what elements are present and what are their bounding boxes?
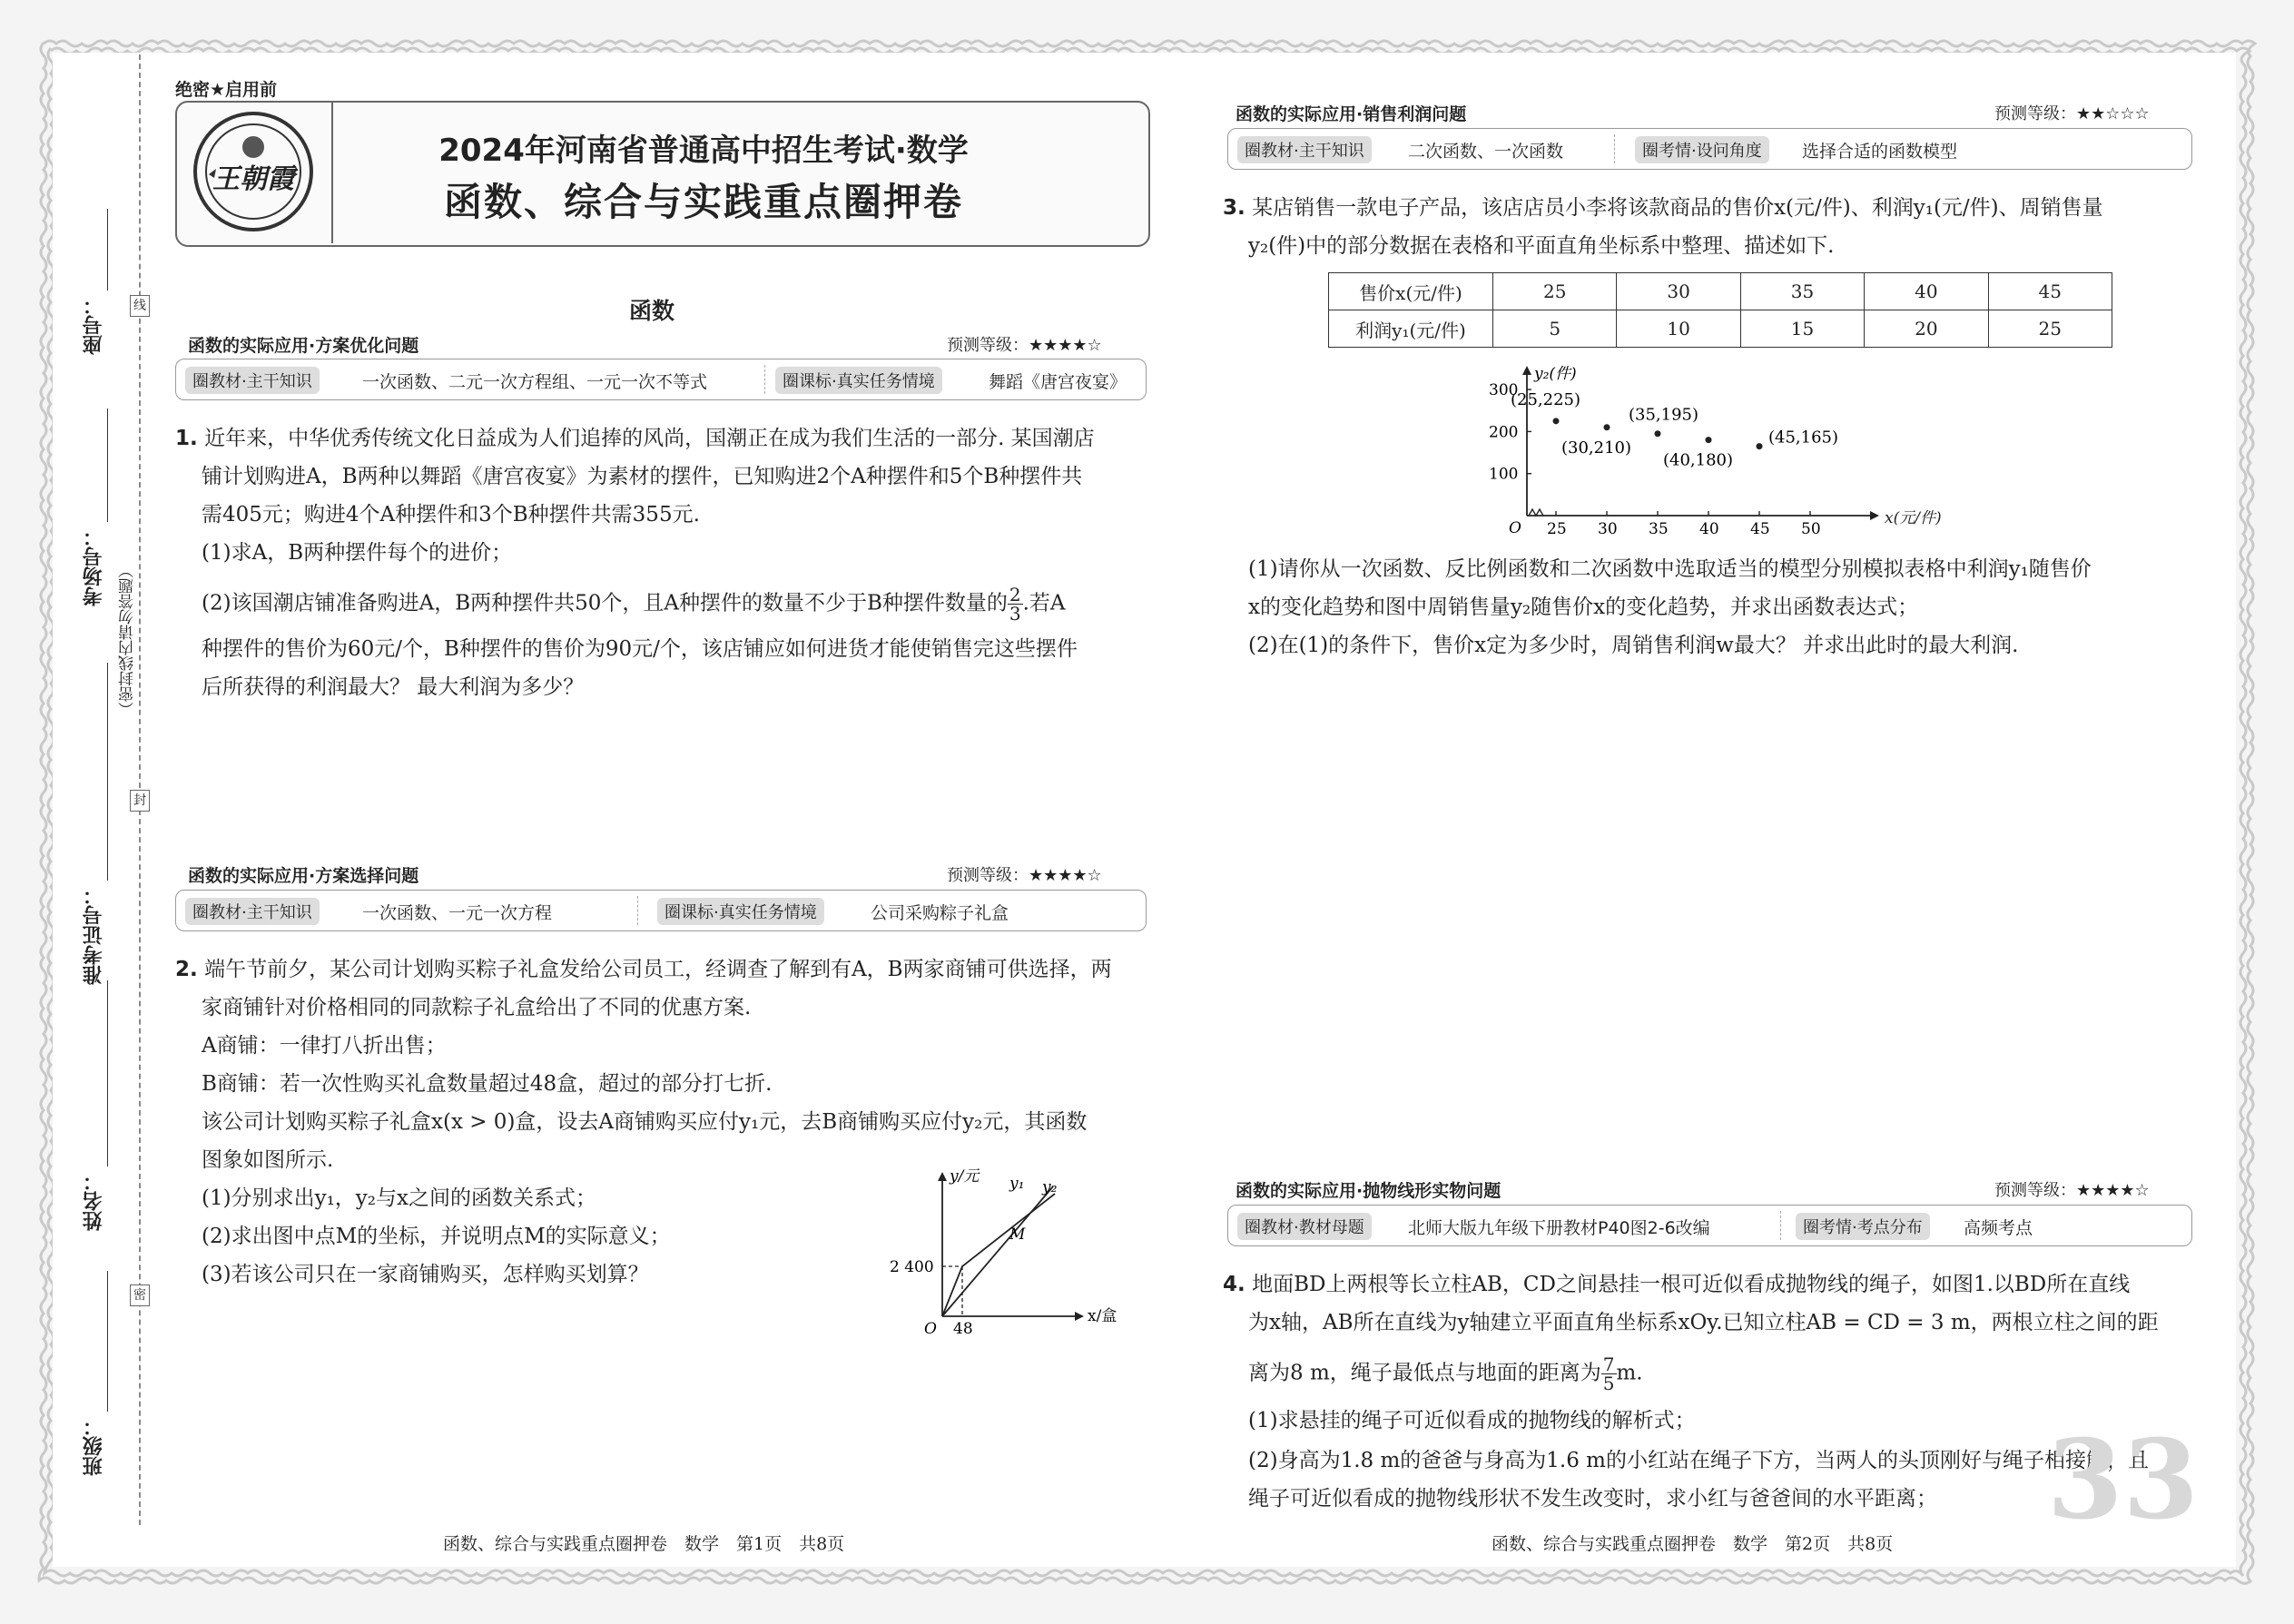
- text: 离为8 m，绳子最低点与地面的距离为: [1248, 1361, 1601, 1385]
- data-point: [1706, 437, 1712, 443]
- seal-note: （密封线内请勿答题）: [119, 563, 137, 717]
- q1-line: 铺计划购进A，B两种以舞蹈《唐宫夜宴》为素材的摆件，已知购进2个A种摆件和5个B种摆件共: [202, 465, 1083, 488]
- header-subtitle: 函数、综合与实践重点圈押卷: [443, 180, 963, 224]
- x-tick-label: 25: [1547, 520, 1567, 538]
- q1-part: (1)求A，B两种摆件每个的进价；: [202, 541, 513, 565]
- x-axis-arrow-icon: [1075, 1312, 1084, 1321]
- tag-text: 舞蹈《唐宫夜宴》: [989, 372, 1127, 392]
- q1-line: 需405元；购进4个A种摆件和3个B种摆件共需355元.: [202, 503, 700, 527]
- question-number: 3.: [1223, 196, 1245, 220]
- tag-label: 圈教材·主干知识: [185, 898, 320, 925]
- numerator: 2: [1009, 584, 1021, 605]
- tag-label: 圈考情·设问角度: [1635, 136, 1769, 163]
- q2-part: (3)若该公司只在一家商铺购买，怎样购买划算？: [202, 1263, 649, 1286]
- tag-label: 圈课标·真实任务情境: [775, 367, 942, 394]
- prediction-level: 预测等级：★★★★☆: [947, 336, 1102, 355]
- table-cell: 35: [1740, 273, 1864, 310]
- tag-box: [175, 359, 1147, 400]
- tag-label: 圈课标·真实任务情境: [657, 898, 824, 925]
- q3-scatter-chart: [1452, 359, 1870, 540]
- y-tick-label: 200: [1489, 423, 1519, 442]
- x-tick-label: 45: [1750, 520, 1770, 538]
- tag-separator: [1614, 134, 1615, 163]
- point-m-label: M: [1009, 1225, 1026, 1244]
- axis-break-icon: [1529, 509, 1543, 516]
- text: 端午节前夕，某公司计划购买粽子礼盒发给公司员工，经调查了解到有A，B两家商铺可供选择，两: [204, 958, 1112, 981]
- section-heading: 函数的实际应用·方案优化问题: [188, 336, 419, 356]
- prediction-level: 预测等级：★★★★☆: [947, 866, 1102, 885]
- row-header: 售价x(元/件): [1329, 273, 1493, 310]
- x-axis-arrow-icon: [1870, 511, 1879, 520]
- tag-label: 圈教材·主干知识: [1237, 136, 1372, 163]
- q2-graph: [890, 1166, 1144, 1343]
- mark-seal: 封: [130, 790, 150, 812]
- table-cell: 40: [1865, 273, 1988, 310]
- y-tick-label: 2 400: [890, 1258, 934, 1276]
- table-cell: 5: [1493, 310, 1617, 348]
- row-header: 利润y₁(元/件): [1329, 310, 1493, 348]
- denominator: 5: [1602, 1373, 1615, 1394]
- section-title: 函数: [629, 298, 675, 324]
- table-cell: 25: [1988, 310, 2112, 348]
- tag-label: 圈考情·考点分布: [1796, 1213, 1930, 1240]
- text: .若A: [1022, 591, 1066, 615]
- y-tick-label: 100: [1489, 465, 1519, 484]
- ticket-label: 准考证号：: [83, 885, 105, 985]
- q3-line: y₂(件)中的部分数据在表格和平面直角坐标系中整理、描述如下.: [1248, 234, 1835, 258]
- text: 地面BD上两根等长立柱AB，CD之间悬挂一根可近似看成抛物线的绳子，如图1.以BD所在直线: [1252, 1273, 2131, 1296]
- q2-part: (2)求出图中点M的坐标，并说明点M的实际意义；: [202, 1225, 671, 1248]
- denominator: 3: [1009, 603, 1021, 625]
- x-tick-label: 50: [1801, 520, 1821, 538]
- x-tick-label: 30: [1598, 520, 1618, 538]
- q1-part: [202, 586, 1066, 623]
- page-number: 33: [2047, 1416, 2199, 1544]
- prediction-level: 预测等级：★★☆☆☆: [1994, 104, 2150, 123]
- line-y2: [942, 1194, 1055, 1316]
- seat-underline: [107, 209, 108, 290]
- class-underline: [107, 1271, 108, 1412]
- text: 某店销售一款电子产品，该店店员小李将该款商品的售价x(元/件)、利润y₁(元/件)、周销售量: [1252, 196, 2103, 220]
- x-tick-label: 48: [953, 1320, 973, 1338]
- table-cell: 30: [1617, 273, 1740, 310]
- q4-part: 绳子可近似看成的抛物线形状不发生改变时，求小红与爸爸间的水平距离；: [1248, 1487, 1937, 1511]
- question-number: 4.: [1223, 1273, 1245, 1296]
- q1-line: 种摆件的售价为60元/个，B种摆件的售价为90元/个，该店铺应如何进货才能使销售完这些摆件: [202, 637, 1078, 661]
- tag-text: 选择合适的函数模型: [1802, 142, 1958, 162]
- table-cell: 10: [1617, 310, 1740, 348]
- data-point: [1553, 418, 1560, 424]
- tag-text: 一次函数、二元一次方程组、一元一次不等式: [362, 372, 708, 392]
- mark-secret: 密: [130, 1284, 150, 1306]
- question-number: 1.: [175, 427, 198, 450]
- footer-left: 函数、综合与实践重点圈押卷 数学 第1页 共8页: [443, 1534, 845, 1554]
- q3-table: [1328, 272, 2112, 348]
- q4-line: 为x轴，AB所在直线为y轴建立平面直角坐标系xOy.已知立柱AB = CD = 3 m，两根立柱之间的距: [1248, 1311, 2159, 1334]
- y-axis-arrow-icon: [938, 1172, 947, 1181]
- footer-right: 函数、综合与实践重点圈押卷 数学 第2页 共8页: [1492, 1534, 1894, 1554]
- q3-part: (2)在(1)的条件下，售价x定为多少时，周销售利润w最大？ 并求出此时的最大利润.: [1248, 634, 2019, 657]
- text: 近年来，中华优秀传统文化日益成为人们追捧的风尚，国潮正在成为我们生活的一部分. 某国潮店: [204, 427, 1095, 450]
- origin-label: O: [1509, 519, 1521, 537]
- tag-text: 二次函数、一次函数: [1408, 142, 1564, 162]
- tag-text: 公司采购粽子礼盒: [871, 903, 1009, 923]
- q4-line: [1223, 1271, 2130, 1298]
- q2-line: B商铺：若一次性购买礼盒数量超过48盒，超过的部分打七折.: [202, 1072, 773, 1096]
- x-axis-label: x/盒: [1088, 1307, 1117, 1325]
- q2-line: [175, 956, 1112, 983]
- tag-box: [1227, 128, 2192, 170]
- table-cell: 25: [1493, 273, 1617, 310]
- q1-line: 后所获得的利润最大？ 最大利润为多少？: [202, 675, 585, 699]
- section-heading: 函数的实际应用·销售利润问题: [1236, 104, 1467, 124]
- data-point: [1757, 443, 1763, 449]
- x-axis-label: x(元/件): [1885, 509, 1942, 527]
- line-y1-label: y₁: [1009, 1175, 1025, 1193]
- data-label: (45,165): [1768, 428, 1839, 448]
- table-row: [1329, 310, 2112, 348]
- y-tick-label: 300: [1489, 381, 1519, 400]
- name-underline: [107, 980, 108, 1166]
- tag-label: 圈教材·主干知识: [185, 367, 320, 394]
- q2-line: 图象如图所示.: [202, 1148, 334, 1172]
- mark-line: 线: [130, 295, 150, 317]
- data-label: (25,225): [1511, 389, 1581, 409]
- table-row: [1329, 273, 2112, 310]
- origin-label: O: [924, 1320, 937, 1338]
- fraction: [1601, 1355, 1617, 1393]
- text: m.: [1616, 1361, 1643, 1385]
- y-axis-label: y₂(件): [1534, 365, 1577, 383]
- section-heading: 函数的实际应用·抛物线形实物问题: [1236, 1181, 1501, 1201]
- exam-room-underline: [107, 408, 108, 522]
- x-tick-label: 35: [1649, 520, 1669, 538]
- tag-text: 一次函数、一元一次方程: [362, 903, 553, 923]
- tag-separator: [764, 365, 765, 394]
- ticket-underline: [107, 663, 108, 881]
- class-label: 班级：: [83, 1416, 105, 1476]
- table-cell: 45: [1988, 273, 2112, 310]
- section-heading: 函数的实际应用·方案选择问题: [188, 866, 419, 886]
- q2-line: 该公司计划购买粽子礼盒x(x > 0)盒，设去A商铺购买应付y₁元，去B商铺购买应付y₂元，其函数: [202, 1110, 1088, 1134]
- q3-line: [1223, 194, 2103, 221]
- tag-text: 北师大版九年级下册教材P40图2-6改编: [1408, 1218, 1710, 1238]
- q3-part: (1)请你从一次函数、反比例函数和二次函数中选取适当的模型分别模拟表格中利润y₁随售价: [1248, 557, 2092, 581]
- tag-box: [1227, 1205, 2192, 1246]
- tag-separator: [637, 896, 638, 925]
- q3-part: x的变化趋势和图中周销售量y₂随售价x的变化趋势，并求出函数表达式；: [1248, 595, 1919, 619]
- data-point: [1604, 424, 1610, 430]
- confidential-note: 绝密★启用前: [175, 80, 278, 100]
- y-axis-arrow-icon: [1522, 366, 1531, 375]
- prediction-level: 预测等级：★★★★☆: [1994, 1181, 2150, 1200]
- data-label: (30,210): [1561, 438, 1632, 458]
- tag-box: [175, 890, 1147, 931]
- line-y1: [942, 1186, 1053, 1316]
- header-title: 2024年河南省普通高中招生考试·数学: [438, 133, 969, 169]
- tag-text: 高频考点: [1964, 1218, 2033, 1238]
- data-label: (40,180): [1663, 450, 1734, 470]
- tag-separator: [1780, 1211, 1781, 1240]
- q2-part: (1)分别求出y₁，y₂与x之间的函数关系式；: [202, 1186, 596, 1210]
- tag-label: 圈教材·教材母题: [1237, 1213, 1372, 1240]
- question-number: 2.: [175, 958, 198, 981]
- name-label: 姓名：: [83, 1171, 105, 1231]
- table-cell: 20: [1865, 310, 1988, 348]
- y-axis-label: y/元: [950, 1167, 980, 1186]
- line-y2-label: y₂: [1042, 1178, 1058, 1196]
- q2-line: 家商铺针对价格相同的同款粽子礼盒给出了不同的优惠方案.: [202, 996, 752, 1019]
- q2-line: A商铺：一律打八折出售；: [202, 1034, 447, 1058]
- exam-room-label: 考场号：: [83, 527, 105, 606]
- data-point: [1655, 430, 1661, 437]
- q1-line: [175, 425, 1095, 452]
- table-cell: 15: [1740, 310, 1864, 348]
- numerator: 7: [1602, 1353, 1615, 1375]
- seat-label: 座号：: [83, 295, 105, 355]
- x-tick-label: 40: [1699, 520, 1719, 538]
- q4-part: (1)求悬挂的绳子可近似看成的抛物线的解析式；: [1248, 1409, 1696, 1432]
- q4-part: (2)身高为1.8 m的爸爸与身高为1.6 m的小红站在绳子下方，当两人的头顶刚好与绳子相接触，且: [1248, 1449, 2149, 1472]
- text: (2)该国潮店铺准备购进A，B两种摆件共50个，且A种摆件的数量不少于B种摆件数量的: [202, 591, 1008, 615]
- q4-line: [1248, 1355, 1643, 1393]
- data-label: (35,195): [1629, 405, 1699, 425]
- logo-text: 王朝霞: [212, 163, 294, 195]
- fraction: [1008, 586, 1023, 623]
